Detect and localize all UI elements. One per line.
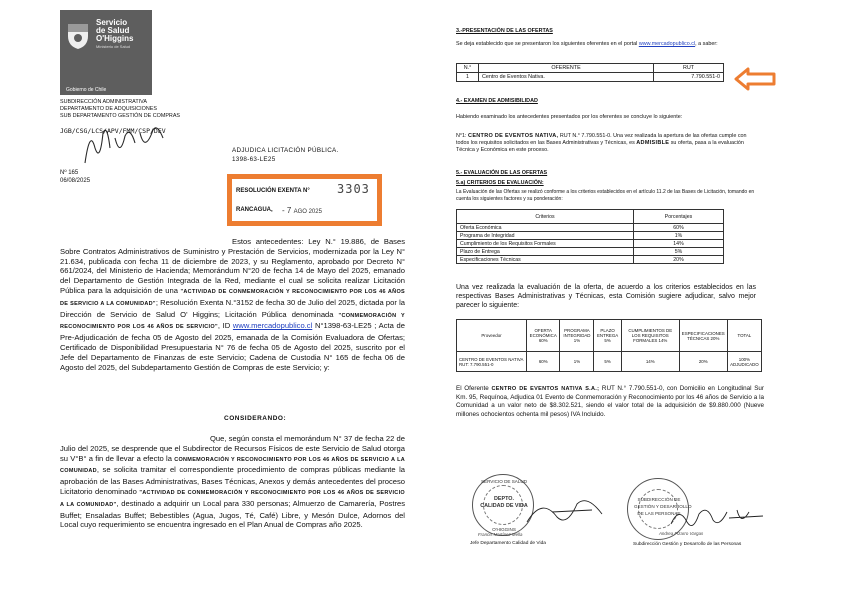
subdirection-stamp: SUBDIRECCIÓN DE GESTIÓN Y DESARROLLO DE LAS PERSONAS <box>627 478 689 540</box>
department-stamp: SERVICIO DE SALUD DEPTO. CALIDAD DE VIDA O'HIGGINS <box>472 474 534 536</box>
score-col: PROGRAMA INTEGRIDAD 1% <box>560 320 594 352</box>
criteria-cell: 20% <box>634 256 724 264</box>
criteria-col-criterios: Criterios <box>457 210 634 224</box>
section-5a-heading: 5.a) CRITERIOS DE EVALUACIÓN: <box>456 180 544 186</box>
score-cell: 100% ADJUDICADO <box>727 352 761 372</box>
score-cell: 20% <box>679 352 727 372</box>
criteria-cell: 60% <box>634 224 724 232</box>
score-cell: 60% <box>527 352 560 372</box>
criteria-col-porcentajes: Porcentajes <box>634 210 724 224</box>
table-row <box>457 352 762 372</box>
department-header: SUBDIRECCIÓN ADMINISTRATIVA DEPARTAMENTO DE ADQUISICIONES SUB DEPARTAMENTO GESTIÓN DE COMPRAS <box>60 99 181 119</box>
adjudication-paragraph: El Oferente CENTRO DE EVENTOS NATIVA S.A.; RUT N.° 7.790.551-0, con Domicilio en Longitudinal Sur Km. 95, Requínoa, Adjudica 01 Evento de Conmemoración y Reconocimiento por los 46 años de Servicio a la Comunidad a un valor neto de $8.302.521, siendo el valor total de la adquisición de $9.880.000 (Nueve millones ochocientos ochenta mil pesos) IVA Incluido. <box>456 385 764 418</box>
mercadopublico-link[interactable]: www.mercadopublico.cl <box>232 321 313 331</box>
evaluation-score-table <box>456 319 762 372</box>
signatory-left-name: Francis Martínez Mella <box>478 532 523 537</box>
score-col: Proveedor <box>457 320 527 352</box>
section-5a-text: La Evaluación de las Ofertas se realizó conforme a los criterios establecidos en el artículo 11.2 de las Bases de Licitación, tomando en cuenta los siguientes factores y su ponderación: <box>456 189 755 202</box>
criteria-cell: Cumplimiento de los Requisitos Formales <box>457 240 634 248</box>
considerando-paragraph: Que, según consta el memorándum N° 37 de fecha 22 de Julio del 2025, se desprende que el Subdirector de Recursos Físicos de este Servicio de Salud otorga su V°B° a fin de llevar a efecto la CONMEMORACIÓN Y RECONOCIMIENTO POR LOS 46 AÑOS DE SERVICIO A LA COMUNIDAD, se solicita tramitar el correspondiente procedimiento de compras públicas mediante la aprobación de las Bases Administrativas, Bases Técnicas, Anexos y demás antecedentes del proceso Licitatorio denominado "ACTIVIDAD DE CONMEMORACIÓN Y RECONOCIMIENTO POR LOS 46 AÑOS DE SERVICIO A LA COMUNIDAD", destinado a adquirir un Local para 330 personas; Almuerzo de Camarería, Postres Buffet; Ensaladas Buffet; Bebestibles (Agua, Jugos, Té, Café) Libre, y Mesón Dulce, Adornos del Local cuyo requerimiento se encuentra ingresado en el Plan Anual de Compras año 2025. <box>60 434 405 530</box>
offers-cell-rut: 7.790.551-0 <box>654 73 724 82</box>
resolution-highlight-box <box>227 174 382 226</box>
offers-table <box>456 63 724 82</box>
score-col: PLAZO ENTREGA 5% <box>594 320 621 352</box>
section-3-text: Se deja establecido que se presentaron los siguientes oferentes en el portal www.mercadopublico.cl, a saber: <box>456 41 718 47</box>
criteria-cell: Especificaciones Técnicas <box>457 256 634 264</box>
table-row <box>457 73 724 82</box>
criteria-cell: 1% <box>634 232 724 240</box>
score-cell: CENTRO DE EVENTOS NATIVA RUT: 7.790.551-0 <box>457 352 527 372</box>
right-page <box>427 0 854 600</box>
criteria-cell: Oferta Económica <box>457 224 634 232</box>
criteria-cell: 5% <box>634 248 724 256</box>
criteria-cell: 14% <box>634 240 724 248</box>
table-row <box>457 240 724 248</box>
criteria-cell: Plazo de Entrega <box>457 248 634 256</box>
section-4-admissibility: N°1: CENTRO DE EVENTOS NATIVA, RUT N.° 7.790.551-0. Una vez realizada la apertura de las ofertas cumple con todos los requisitos solicitados en las Bases Administrativas y Técnicas, es ADMISIBLE su oferta, pasa a la evaluación Técnica y Económica en este proceso. <box>456 133 747 153</box>
table-row <box>457 232 724 240</box>
logo-gobierno: Gobierno de Chile <box>66 87 107 93</box>
handwritten-initials-signature <box>75 118 175 168</box>
resolution-date-stamp: - 7 AGO 2025 <box>282 206 322 215</box>
section-4-heading: 4.- EXAMEN DE ADMISIBILIDAD <box>456 98 538 104</box>
logo-subtitle: Ministerio de Salud <box>96 44 131 49</box>
initials-line: JGB/CSG/LCS/APV/FMM/CSP/DEV <box>60 127 166 135</box>
section-5-heading: 5.- EVALUACIÓN DE LAS OFERTAS <box>456 170 548 176</box>
institution-logo <box>60 10 152 95</box>
score-cell: 14% <box>621 352 679 372</box>
resolution-label: RESOLUCIÓN EXENTA N° <box>236 188 310 194</box>
table-row <box>457 248 724 256</box>
signature-right <box>667 502 767 532</box>
reference-number: Nº 165 06/08/2025 <box>60 170 91 184</box>
offers-col-number: N.° <box>457 64 479 73</box>
document-subject: ADJUDICA LICITACIÓN PÚBLICA. 1398-63-LE25 <box>232 147 339 163</box>
signatory-right-name: Andrea Pizarro Vargas <box>659 531 704 536</box>
score-cell: 5% <box>594 352 621 372</box>
offers-col-rut: RUT <box>654 64 724 73</box>
offers-cell-oferente: Centro de Eventos Nativa. <box>479 73 654 82</box>
score-col: ESPECIFICACIONES TÉCNICAS 20% <box>679 320 727 352</box>
considerando-heading: CONSIDERANDO: <box>224 415 287 422</box>
signatory-left-role: Jefe Departamento Calidad de Vida <box>470 541 546 546</box>
mercadopublico-link-2[interactable]: www.mercadopublico.cl <box>638 41 696 47</box>
offers-cell-number: 1 <box>457 73 479 82</box>
antecedentes-paragraph: Estos antecedentes: Ley N.° 19.886, de Bases Sobre Contratos Administrativos de Suministro y Prestación de Servicios, modernizada por la Ley N° 21.634, publicada con fecha 11 de diciembre de 2023, y su Reglamento, aprobado por Decreto N° 661/2024, del Ministerio de Hacienda; Memorándum N°20 de fecha 14 de Mayo del 2025, emanado del Departamento de Gestión Integrada de la Red, mediante el cual se solicita realizar Licitación Pública para la adquisición de una "ACTIVIDAD DE CONMEMORACIÓN Y RECONOCIMIENTO POR LOS 46 AÑOS DE SERVICIO A LA COMUNIDAD"; Resolución Exenta N.°3152 de fecha 30 de Julio del 2025, dictada por la Dirección de Servicio de Salud O' Higgins; Licitación Pública denominada "CONMEMORACIÓN Y RECONOCIMIENTO POR LOS 46 AÑOS DE SERVICIO", ID www.mercadopublico.cl N°1398-63-LE25 ; Acta de Pre-Adjudicación de fecha 05 de Agosto del 2025, emanada de la Comisión Evaluadora de Ofertas; Certificado de Disponibilidad Presupuestaria N° 76 de fecha 05 de Agosto del 2025, suscrito por el Jefe del Departamento de Finanzas de este Servicio; Cadena de Custodia N° 165 de fecha 06 de Agosto del 2025, del Subdepartamento Gestión de Compras de este Servicio; y: <box>60 237 405 372</box>
logo-name: Servicio de Salud O'Higgins <box>96 18 134 43</box>
orange-arrow-icon <box>734 66 778 92</box>
table-row <box>457 256 724 264</box>
offers-col-oferente: OFERENTE <box>479 64 654 73</box>
criteria-table <box>456 209 724 264</box>
recommendation-paragraph: Una vez realizada la evaluación de la oferta, de acuerdo a los criterios establecidos en las respectivas Bases Administrativas y Técnicas, esta Comisión sugiere adjudicar, salvo mejor parecer lo siguiente: <box>456 284 756 309</box>
coat-of-arms-icon <box>66 20 90 50</box>
signature-left <box>522 492 612 528</box>
table-row <box>457 224 724 232</box>
signatory-right-role: Subdirección Gestión y Desarrollo de las Personas <box>633 542 742 547</box>
resolution-city: RANCAGUA, <box>236 207 273 213</box>
section-4-text: Habiendo examinado los antecedentes presentados por los oferentes se concluye lo siguiente: <box>456 114 683 120</box>
score-col: CUMPLIMIENTOS DE LOS REQUISITOS FORMALES 14% <box>621 320 679 352</box>
score-col: TOTAL <box>727 320 761 352</box>
criteria-cell: Programa de Integridad <box>457 232 634 240</box>
resolution-number: 3303 <box>337 182 370 196</box>
score-cell: 1% <box>560 352 594 372</box>
score-col: OFERTA ECONÓMICA 60% <box>527 320 560 352</box>
section-3-heading: 3.-PRESENTACIÓN DE LAS OFERTAS <box>456 28 553 34</box>
